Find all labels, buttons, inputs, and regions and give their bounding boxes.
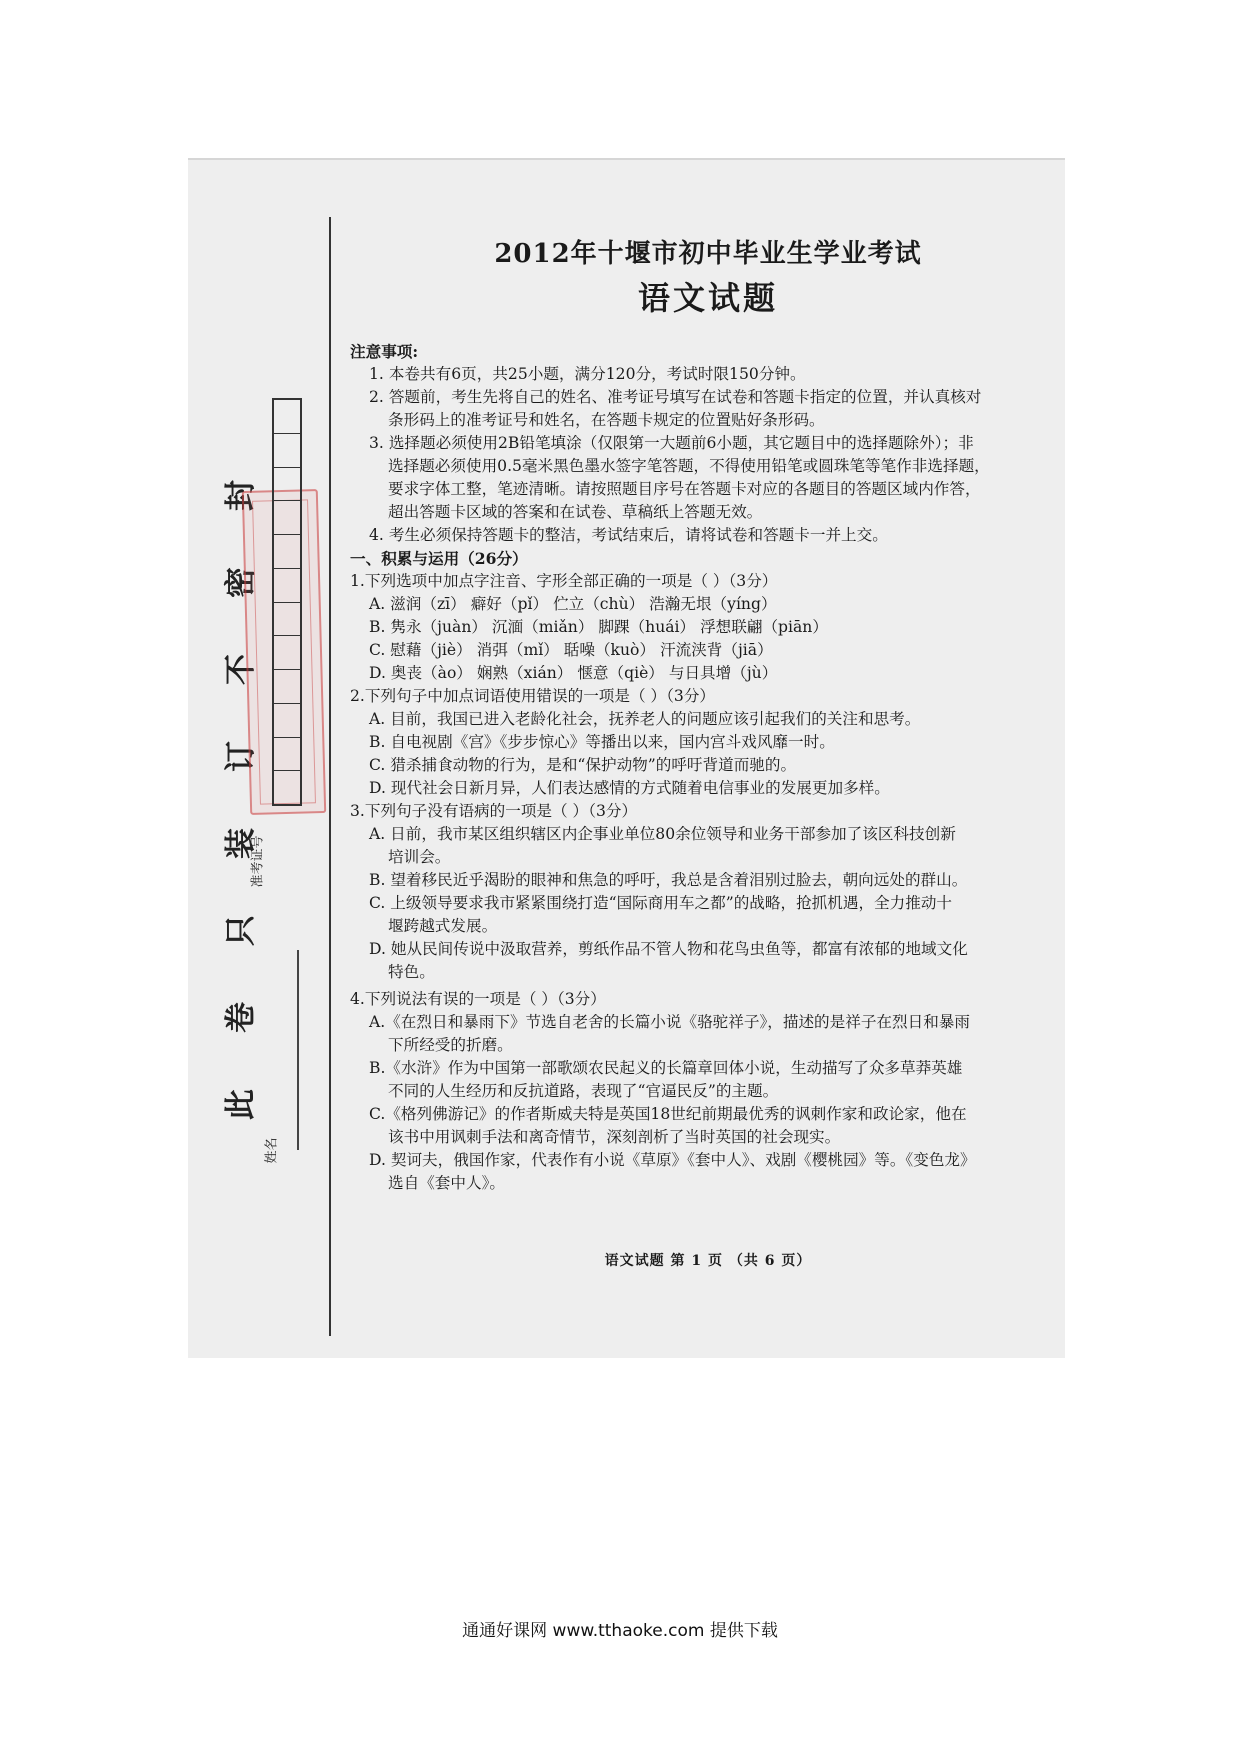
question-option: D. 她从民间传说中汲取营养，剪纸作品不管人物和花鸟虫鱼等，都富有浓郁的地域文化 特色。 xyxy=(369,940,968,981)
ticket-number-label: 准考证号 xyxy=(250,834,266,888)
exam-body xyxy=(350,340,1050,1195)
question-option: D. 奥丧（ào） 娴熟（xián） 惬意（qiè） 与日具增（jù） xyxy=(369,664,778,682)
question-stem: 1.下列选项中加点字注音、字形全部正确的一项是（ ）（3分） xyxy=(350,572,778,590)
name-field[interactable] xyxy=(297,950,299,1150)
seal-char: 装 xyxy=(222,828,259,859)
ticket-number-boxes[interactable] xyxy=(272,398,302,806)
exam-title: 2012年十堰市初中毕业生学业考试 xyxy=(494,239,922,269)
question-stem: 2.下列句子中加点词语使用错误的一项是（ ）（3分） xyxy=(350,687,716,705)
question-stem: 4.下列说法有误的一项是（ ）（3分） xyxy=(350,990,606,1008)
question-option: B.《水浒》作为中国第一部歌颂农民起义的长篇章回体小说，生动描写了众多草莽英雄 不同的人生经历和反抗道路，表现了“官逼民反”的主题。 xyxy=(369,1059,963,1100)
question-option: B. 隽永（juàn） 沉湎（miǎn） 脚踝（huái） 浮想联翩（piān） xyxy=(369,618,828,636)
seal-char: 此 xyxy=(222,1089,259,1120)
question-option: C.《格列佛游记》的作者斯威夫特是英国18世纪前期最优秀的讽刺作家和政论家，他在 该书中用讽刺手法和离奇情节，深刻剖析了当时英国的社会现实。 xyxy=(369,1105,967,1146)
question-option: B. 望着移民近乎渴盼的眼神和焦急的呼吁，我总是含着泪别过脸去，朝向远处的群山。 xyxy=(369,871,968,889)
question-option: C. 上级领导要求我市紧紧围绕打造“国际商用车之都”的战略，抢抓机遇，全力推动十 堰跨越式发展。 xyxy=(369,894,953,935)
question-option: C. 猎杀捕食动物的行为，是和“保护动物”的呼吁背道而驰的。 xyxy=(369,756,797,774)
scanned-exam-page xyxy=(188,158,1065,1358)
question-option: A. 滋润（zī） 癖好（pǐ） 伫立（chù） 浩瀚无垠（yíng） xyxy=(369,595,777,613)
question-option: A. 目前，我国已进入老龄化社会，抚养老人的问题应该引起我们的关注和思考。 xyxy=(369,710,921,728)
binding-line xyxy=(329,217,331,1336)
notice-item: 3. 选择题必须使用2B铅笔填涂（仅限第一大题前6小题，其它题目中的选择题除外）；非 选择题必须使用0.5毫米黑色墨水签字笔答题，不得使用铅笔或圆珠笔等笔作非选择题， 要求字体工整，笔迹清晰。请按照题目序号在答题卡对应的各题目的答题区域内作答， 超出答题卡区域的答案和在试卷、草稿纸上答题无效。 xyxy=(369,434,990,521)
name-label: 姓名 xyxy=(264,1136,280,1164)
question-option: D. 契诃夫，俄国作家，代表作有小说《草原》《套中人》、戏剧《樱桃园》等。《变色龙》 选自《套中人》。 xyxy=(369,1151,976,1192)
question-stem: 3.下列句子没有语病的一项是（ ）（3分） xyxy=(350,802,638,820)
notice-item: 1. 本卷共有6页，共25小题，满分120分，考试时限150分钟。 xyxy=(369,365,806,383)
question xyxy=(350,800,1050,984)
download-credit: 通通好课网 www.tthaoke.com 提供下载 xyxy=(462,1621,778,1641)
question xyxy=(350,685,1050,800)
notice-item: 2. 答题前，考生先将自己的姓名、准考证号填写在试卷和答题卡指定的位置，并认真核对 条形码上的准考证号和姓名，在答题卡规定的位置贴好条形码。 xyxy=(369,388,982,429)
question-option: A.《在烈日和暴雨下》节选自老舍的长篇小说《骆驼祥子》，描述的是祥子在烈日和暴雨 下所经受的折磨。 xyxy=(369,1013,970,1054)
question-option: C. 慰藉（jiè） 消弭（mǐ） 聒噪（kuò） 汗流浃背（jiā） xyxy=(369,641,773,659)
seal-char: 订 xyxy=(222,741,259,772)
seal-char: 卷 xyxy=(222,1002,259,1033)
seal-char: 不 xyxy=(222,654,259,685)
question-option: B. 自电视剧《宫》《步步惊心》等播出以来，国内宫斗戏风靡一时。 xyxy=(369,733,835,751)
notice-heading: 注意事项: xyxy=(350,342,419,361)
question xyxy=(350,988,1050,1195)
subject-title: 语文试题 xyxy=(637,279,778,317)
question-option: D. 现代社会日新月异，人们表达感情的方式随着电信事业的发展更加多样。 xyxy=(369,779,890,797)
seal-char: 只 xyxy=(222,915,259,946)
seal-char: 封 xyxy=(222,480,259,511)
section-heading: 一、积累与运用（26分） xyxy=(350,549,528,568)
question-option: A. 日前，我市某区组织辖区内企事业单位80余位领导和业务干部参加了该区科技创新 培训会。 xyxy=(369,825,956,866)
notice-item: 4. 考生必须保持答题卡的整洁，考试结束后，请将试卷和答题卡一并上交。 xyxy=(369,526,888,544)
seal-char: 密 xyxy=(222,567,259,598)
page-footer: 语文试题 第 1 页 （共 6 页） xyxy=(604,1253,812,1269)
question xyxy=(350,570,1050,685)
